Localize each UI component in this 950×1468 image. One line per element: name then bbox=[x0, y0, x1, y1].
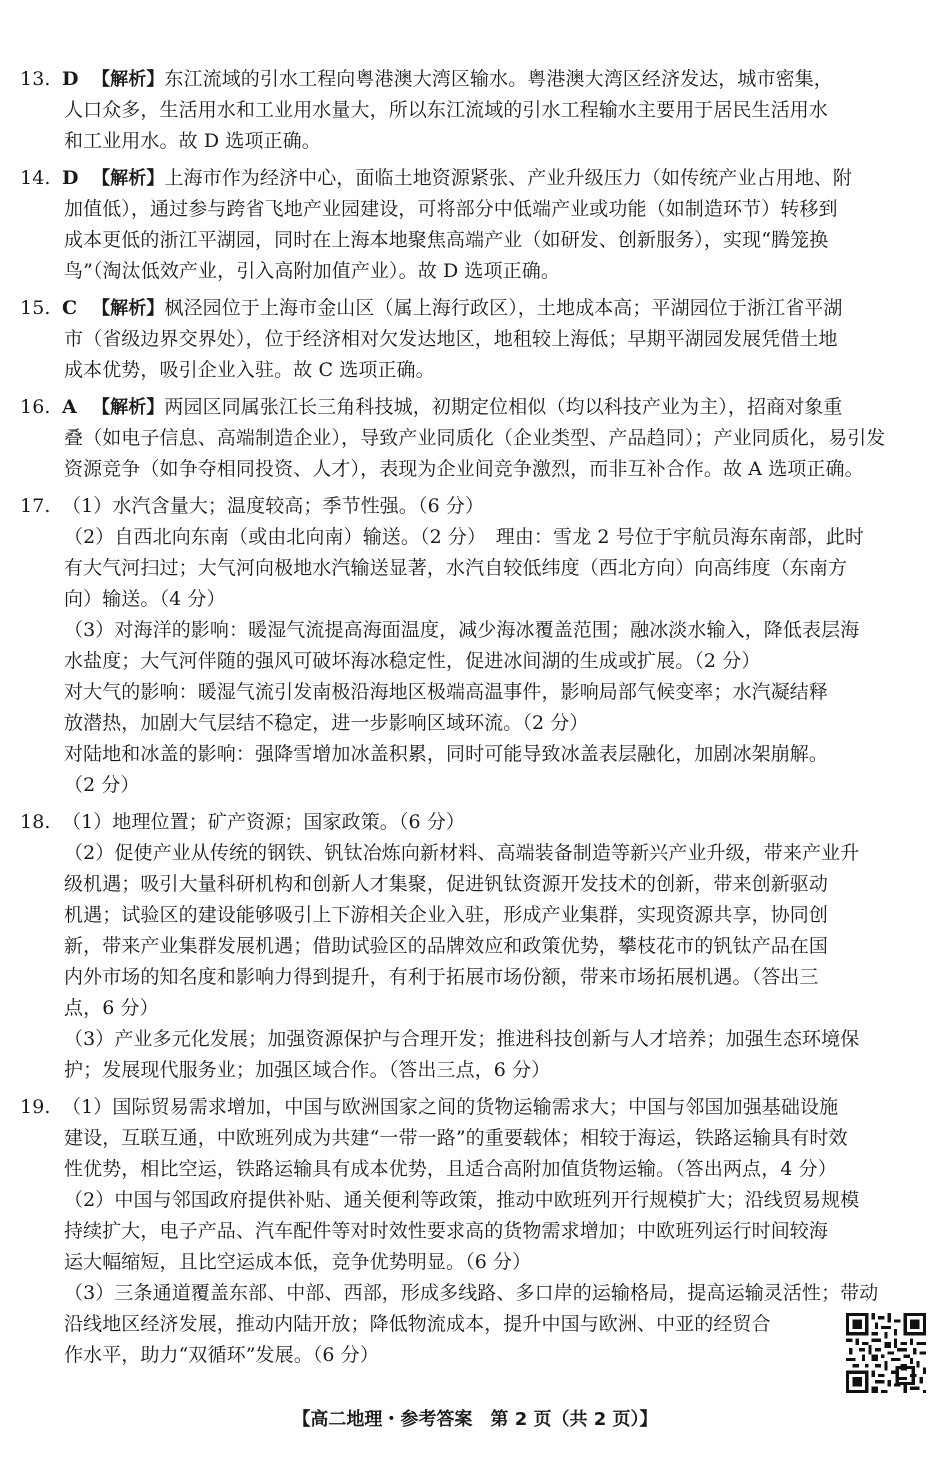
part-text: 作水平，助力“双循环”发展。（6 分） bbox=[64, 1344, 379, 1366]
answer-19 bbox=[20, 1092, 930, 1371]
analysis-tag: 【解析】 bbox=[92, 168, 165, 189]
part-text: （3）三条通道覆盖东部、中部、西部，形成多线路、多口岸的运输格局，提高运输灵活性；带动 bbox=[64, 1282, 879, 1304]
part-text: 对陆地和冰盖的影响：强降雪增加冰盖积累，同时可能导致冰盖表层融化，加剧冰架崩解。 bbox=[64, 743, 829, 765]
answer-15 bbox=[20, 293, 930, 386]
answer-14-line-1 bbox=[20, 163, 930, 194]
answer-17 bbox=[20, 491, 930, 801]
part-text: 护；发展现代服务业；加强区域合作。（答出三点，6 分） bbox=[64, 1059, 551, 1081]
analysis-text: 成本优势，吸引企业入驻。故 C 选项正确。 bbox=[64, 359, 435, 381]
part-text: 性优势，相比空运，铁路运输具有成本优势，且适合高附加值货物运输。（答出两点，4 分） bbox=[64, 1158, 837, 1180]
part-text: 对大气的影响：暖湿气流引发南极沿海地区极端高温事件，影响局部气候变率；水汽凝结释 bbox=[64, 681, 829, 703]
answer-16-line-1 bbox=[20, 392, 930, 423]
question-number: 19. bbox=[20, 1096, 51, 1118]
analysis-tag: 【解析】 bbox=[92, 69, 165, 90]
answer-15-line-1 bbox=[20, 293, 930, 324]
qr-code-icon bbox=[846, 1313, 926, 1393]
part-text: 新，带来产业集群发展机遇；借助试验区的品牌效应和政策优势，攀枝花市的钒钛产品在国 bbox=[64, 935, 829, 957]
answer-13 bbox=[20, 64, 930, 157]
part-text: 点，6 分） bbox=[64, 997, 159, 1019]
part-text: （2）自西北向东南（或由北向南）输送。（2 分） 理由：雪龙 2 号位于宇航员海东南部，此时 bbox=[64, 526, 864, 548]
answer-choice: C bbox=[62, 297, 78, 319]
answer-19-part-1 bbox=[20, 1092, 930, 1123]
part-text: （1）国际贸易需求增加，中国与欧洲国家之间的货物运输需求大；中国与邻国加强基础设施 bbox=[62, 1096, 839, 1118]
part-text: 有大气河扫过；大气河向极地水汽输送显著，水汽自较低纬度（西北方向）向高纬度（东南方 bbox=[64, 557, 848, 579]
answer-17-part-1 bbox=[20, 491, 930, 522]
analysis-text: 两园区同属张江长三角科技城，初期定位相似（均以科技产业为主），招商对象重 bbox=[164, 396, 843, 418]
answer-16 bbox=[20, 392, 930, 485]
analysis-text: 人口众多，生活用水和工业用水量大，所以东江流域的引水工程输水主要用于居民生活用水 bbox=[64, 99, 829, 121]
answer-18 bbox=[20, 807, 930, 1086]
analysis-text: 上海市作为经济中心，面临土地资源紧张、产业升级压力（如传统产业占用地、附 bbox=[164, 167, 853, 189]
answer-list bbox=[20, 64, 930, 1377]
analysis-tag: 【解析】 bbox=[92, 397, 165, 418]
part-text: （1）水汽含量大；温度较高；季节性强。（6 分） bbox=[62, 495, 485, 517]
answer-14 bbox=[20, 163, 930, 287]
part-text: 放潜热，加剧大气层结不稳定，进一步影响区域环流。（2 分） bbox=[64, 712, 589, 734]
part-text: （3）产业多元化发展；加强资源保护与合理开发；推进科技创新与人才培养；加强生态环境保 bbox=[64, 1028, 860, 1050]
analysis-text: 鸟”（淘汰低效产业，引入高附加值产业）。故 D 选项正确。 bbox=[64, 260, 560, 282]
analysis-text: 和工业用水。故 D 选项正确。 bbox=[64, 130, 321, 152]
page-footer: 【高二地理・参考答案 第 2 页（共 2 页）】 bbox=[292, 1409, 658, 1430]
answer-choice: D bbox=[62, 167, 79, 189]
analysis-text: 资源竞争（如争夺相同投资、人才），表现为企业间竞争激烈，而非互补合作。故 A 选项正确。 bbox=[64, 458, 864, 480]
answer-choice: A bbox=[62, 396, 77, 418]
question-number: 15. bbox=[20, 297, 51, 319]
question-number: 13. bbox=[20, 68, 51, 90]
analysis-text: 成本更低的浙江平湖园，同时在上海本地聚焦高端产业（如研发、创新服务），实现“腾笼换 bbox=[64, 229, 829, 251]
part-text: （2 分） bbox=[64, 774, 140, 796]
answer-13-line-1 bbox=[20, 64, 930, 95]
part-text: 持续扩大，电子产品、汽车配件等对时效性要求高的货物需求增加；中欧班列运行时间较海 bbox=[64, 1220, 829, 1242]
analysis-text: 加值低），通过参与跨省飞地产业园建设，可将部分中低端产业或功能（如制造环节）转移到 bbox=[64, 198, 838, 220]
analysis-text: 枫泾园位于上海市金山区（属上海行政区），土地成本高；平湖园位于浙江省平湖 bbox=[164, 297, 843, 319]
part-text: （3）对海洋的影响：暖湿气流提高海面温度，减少海冰覆盖范围；融冰淡水输入，降低表层海 bbox=[64, 619, 860, 641]
part-text: （1）地理位置；矿产资源；国家政策。（6 分） bbox=[62, 811, 466, 833]
part-text: 内外市场的知名度和影响力得到提升，有利于拓展市场份额，带来市场拓展机遇。（答出三 bbox=[64, 966, 819, 988]
part-text: 运大幅缩短，且比空运成本低，竞争优势明显。（6 分） bbox=[64, 1251, 532, 1273]
question-number: 18. bbox=[20, 811, 51, 833]
part-text: （2）促使产业从传统的钢铁、钒钛冶炼向新材料、高端装备制造等新兴产业升级，带来产业升 bbox=[64, 842, 860, 864]
part-text: 沿线地区经济发展，推动内陆开放；降低物流成本，提升中国与欧洲、中亚的经贸合 bbox=[64, 1313, 771, 1335]
part-text: 水盐度；大气河伴随的强风可破坏海冰稳定性，促进冰间湖的生成或扩展。（2 分） bbox=[64, 650, 761, 672]
analysis-text: 市（省级边界交界处），位于经济相对欠发达地区，地租较上海低；早期平湖园发展凭借土地 bbox=[64, 328, 838, 350]
answer-18-part-1 bbox=[20, 807, 930, 838]
part-text: 建设，互联互通，中欧班列成为共建“一带一路”的重要载体；相较于海运，铁路运输具有时效 bbox=[64, 1127, 848, 1149]
part-text: 机遇；试验区的建设能够吸引上下游相关企业入驻，形成产业集群，实现资源共享，协同创 bbox=[64, 904, 829, 926]
question-number: 17. bbox=[20, 495, 51, 517]
analysis-text: 东江流域的引水工程向粤港澳大湾区输水。粤港澳大湾区经济发达，城市密集， bbox=[164, 68, 833, 90]
part-text: 向）输送。（4 分） bbox=[64, 588, 226, 610]
analysis-tag: 【解析】 bbox=[92, 298, 165, 319]
part-text: （2）中国与邻国政府提供补贴、通关便利等政策，推动中欧班列开行规模扩大；沿线贸易规模 bbox=[64, 1189, 860, 1211]
answer-choice: D bbox=[62, 68, 79, 90]
question-number: 16. bbox=[20, 396, 51, 418]
part-text: 级机遇；吸引大量科研机构和创新人才集聚，促进钒钛资源开发技术的创新，带来创新驱动 bbox=[64, 873, 829, 895]
question-number: 14. bbox=[20, 167, 51, 189]
analysis-text: 叠（如电子信息、高端制造企业），导致产业同质化（企业类型、产品趋同）；产业同质化，易引发 bbox=[64, 427, 886, 449]
